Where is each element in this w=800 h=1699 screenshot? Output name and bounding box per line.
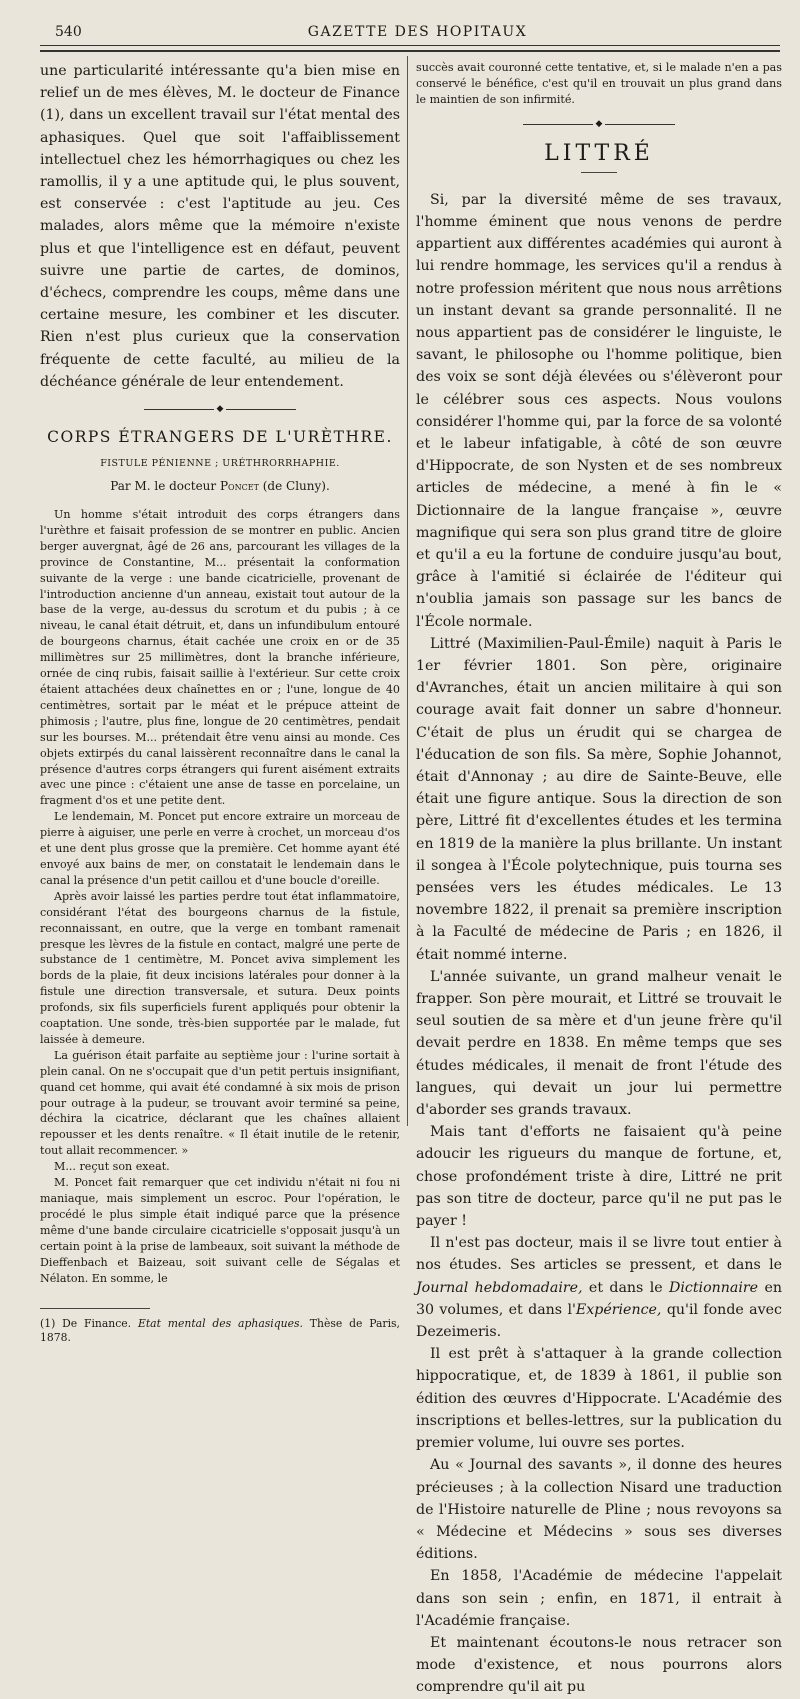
footnote-suffix: Thèse de Paris, 1878. xyxy=(40,1317,400,1345)
header-rule-thick xyxy=(40,50,780,52)
byline-prefix: Par M. le docteur xyxy=(110,479,217,494)
journal-name: Journal hebdomadaire, xyxy=(416,1279,583,1296)
footnote-rule xyxy=(40,1308,150,1309)
column-divider xyxy=(407,56,408,1126)
page-number: 540 xyxy=(55,24,82,40)
dictionary-name: Dictionnaire xyxy=(668,1279,759,1296)
para-text: qu'il fonde avec Dezeimeris. xyxy=(416,1301,782,1341)
byline-suffix: (de Cluny). xyxy=(262,479,330,494)
article-paragraph: L'année suivante, un grand malheur venait le frapper. Son père mourait, et Littré se trouvait le seul soutien de sa mère et d'un jeune frère qu'il devait perdre en 1838. En même temps que ses études médicales, il menait de front l'étude des langues, qui devait un jour lui permettre d'aborder ses grands travaux. xyxy=(416,968,782,1119)
intro-paragraph: une particularité intéressante qu'a bien mise en relief un de mes élèves, M. le docteur de Finance (1), dans un excellent travail sur l'état mental des aphasiques. Quel que soit l'affaiblissement intellectuel chez les hémorrhagiques ou chez les ramollis, il y a une aptitude qui, le plus souvent, est conservée : c'est l'aptitude au jeu. Ces malades, alors même que la mémoire n'existe plus et que l'intelligence est en défaut, peuvent suivre une partie de cartes, de dominos, d'échecs, comprendre les coups, même dans une certaine mesure, les combiner et les discuter. Rien n'est plus curieux que la conservation fréquente de cette faculté, au milieu de la déchéance générale de leur entendement. xyxy=(40,63,400,390)
article-subtitle: FISTULE PÉNIENNE ; URÉTHRORRHAPHIE. xyxy=(100,458,340,470)
footnote xyxy=(40,1317,400,1345)
article-paragraph: La guérison était parfaite au septième jour : l'urine sortait à plein canal. On ne s'occupait que d'un petit pertuis insignifiant, quand cet homme, qui avait été condamné à six mois de prison pour outrage à la pudeur, se trouvant avoir terminé sa peine, déchira la cicatrice, déclarant que les chaînes allaient repousser et les dents renaître. « Il était inutile de le retenir, tout allait recommencer. » xyxy=(40,1048,400,1158)
para-text: et dans le xyxy=(588,1279,663,1296)
footnote-title: Etat mental des aphasiques. xyxy=(137,1317,303,1331)
right-column xyxy=(416,60,782,1699)
article-paragraph: Littré (Maximilien-Paul-Émile) naquit à Paris le 1er février 1801. Son père, originaire d'Avranches, était un ancien militaire à qui son courage avait fait donner un sabre d'honneur. C'était de plus un érudit qui se chargea de l'éducation de son fils. Sa mère, Sophie Johannot, était d'Annonay ; au dire de Sainte-Beuve, elle était une figure antique. Sous la direction de son père, Littré fit d'excellentes études et les termina en 1819 de la manière la plus brillante. Un instant il songea à l'École polytechnique, puis tourna ses pensées vers les études médicales. Le 13 novembre 1822, il prenait sa première inscription à la Faculté de médecine de Paris ; en 1826, il était nommé interne. xyxy=(416,635,782,963)
journal-title: GAZETTE DES HOPITAUX xyxy=(307,24,528,40)
byline-author: Poncet xyxy=(219,479,259,494)
article-byline xyxy=(40,479,400,493)
article-paragraph xyxy=(416,1232,782,1343)
left-column xyxy=(40,60,400,1345)
para-text: Il n'est pas docteur, mais il se livre tout entier à nos études. Ses articles se pressent, et dans le xyxy=(416,1235,782,1274)
article-paragraph: Au « Journal des savants », il donne des heures précieuses ; à la collection Nisard une traduction de l'Histoire naturelle de Pline ; nous revoyons sa « Médecine et Médecins » sous ses diverses éditions. xyxy=(416,1457,782,1563)
journal-name: Expérience, xyxy=(575,1301,662,1318)
article-paragraph: Un homme s'était introduit des corps étrangers dans l'urèthre et faisait profession de se montrer en public. Ancien berger auvergnat, âgé de 26 ans, parcourant les villages de la province de Constantine, M... présentait la conformation suivante de la verge : une bande cicatricielle, provenant de l'introduction ancienne d'un anneau, existait tout autour de la base de la verge, au-dessus du scrotum et du pubis ; à ce niveau, le canal était détruit, et, dans un infundibulum entouré de bourgeons charnus, était cachée une croix en or de 35 millimètres sur 25 millimètres, dont la branche inférieure, ornée de cinq rubis, faisait saillie à l'extérieur. Sur cette croix étaient attachées deux chaînettes en or ; l'une, longue de 40 centimètres, sortait par le méat et le prépuce atteint de phimosis ; l'autre, plus fine, longue de 20 centimètres, pendait sur les bourses. M... prétendait être venu ainsi au monde. Ces objets extirpés du canal laissèrent reconnaître dans le canal la présence d'autres corps étrangers qui furent aisément extraits avec une pince : c'étaient une anse de tasse en porcelaine, un fragment d'os et une petite dent. xyxy=(40,508,400,808)
section-separator: ◆ xyxy=(416,120,782,129)
section-separator: ◆ xyxy=(40,405,400,414)
article-paragraph: M... reçut son exeat. xyxy=(54,1160,170,1174)
article-title: CORPS ÉTRANGERS DE L'URÈTHRE. xyxy=(47,428,393,447)
article-paragraph: Et maintenant écoutons-le nous retracer son mode d'existence, et nous pourrons alors comprendre qu'il ait pu xyxy=(416,1634,782,1696)
article-paragraph: Si, par la diversité même de ses travaux, l'homme éminent que nous venons de perdre appartient aux différentes académies qui auront à lui rendre hommage, les services qu'il a rendus à notre profession méritent que nous nous arrêtions un instant devant sa grande personnalité. Il ne nous appartient pas de considérer le linguiste, le savant, le philosophe ou l'homme politique, bien des voix se sont déjà élevées ou s'élèveront pour le célébrer sous ces aspects. Nous voulons considérer l'homme qui, par la force de sa volonté et le labeur infatigable, à côté de son œuvre d'Hippocrate, de son Nysten et de ses nombreux articles de médecine, a mené à fin le « Dictionnaire de la langue française », œuvre magnifique qui sera son plus grand titre de gloire et qu'il a eu la fortune de conduire jusqu'au bout, grâce à l'amitié si éclairée de l'éditeur qui n'oublia jamais son passage sur les bancs de l'École normale. xyxy=(416,191,782,630)
header-rule-thin xyxy=(40,45,780,46)
article-title: LITTRÉ xyxy=(544,140,654,166)
para-text: en 30 volumes, et dans l' xyxy=(416,1279,782,1318)
continuation-paragraph: succès avait couronné cette tentative, et, si le malade n'en a pas conservé le bénéfice, c'est qu'il en trouvait un plus grand dans le maintien de son infirmité. xyxy=(416,61,782,106)
article-paragraph: Mais tant d'efforts ne faisaient qu'à peine adoucir les rigueurs du manque de fortune, et, chose profondément triste à dire, Littré ne prit pas son titre de docteur, parce qu'il ne put pas le payer ! xyxy=(416,1124,782,1230)
article-paragraph: M. Poncet fait remarquer que cet individu n'était ni fou ni maniaque, mais simplement un escroc. Pour l'opération, le procédé le plus simple était indiqué parce que la présence même d'une bande circulaire cicatricielle s'opposait jusqu'à un certain point à la prise de lambeaux, soit suivant la méthode de Dieffenbach et Baizeau, soit suivant celle de Ségalas et Nélaton. En somme, le xyxy=(40,1176,400,1285)
article-paragraph: Après avoir laissé les parties perdre tout état inflammatoire, considérant l'état des bourgeons charnus de la fistule, reconnaissant, en outre, que la verge en tombant ramenait presque les lèvres de la fistule en contact, malgré une perte de substance de 1 centimètre, M. Poncet aviva simplement les bords de la plaie, fit deux incisions latérales pour donner à la fistule une direction transversale, et sutura. Deux points profonds, six fils superficiels furent appliqués pour obtenir la coaptation. Une sonde, très-bien supportée par le malade, fut laissée à demeure. xyxy=(40,889,400,1046)
page-header xyxy=(55,20,780,44)
article-paragraph: Le lendemain, M. Poncet put encore extraire un morceau de pierre à aiguiser, une perle en verre à crochet, un morceau d'os et une dent plus grosse que la première. Cet homme ayant été envoyé aux bains de mer, on constatait le lendemain dans le canal la présence d'un petit caillou et d'une boucle d'oreille. xyxy=(40,810,400,887)
article-paragraph: Il est prêt à s'attaquer à la grande collection hippocratique, et, de 1839 à 1861, il publie son édition des œuvres d'Hippocrate. L'Académie des inscriptions et belles-lettres, sur la publication du premier volume, lui ouvre ses portes. xyxy=(416,1346,782,1452)
footnote-prefix: (1) De Finance. xyxy=(40,1317,132,1331)
title-underline xyxy=(581,172,617,173)
article-paragraph: En 1858, l'Académie de médecine l'appelait dans son sein ; enfin, en 1871, il entrait à l'Académie française. xyxy=(416,1568,782,1629)
